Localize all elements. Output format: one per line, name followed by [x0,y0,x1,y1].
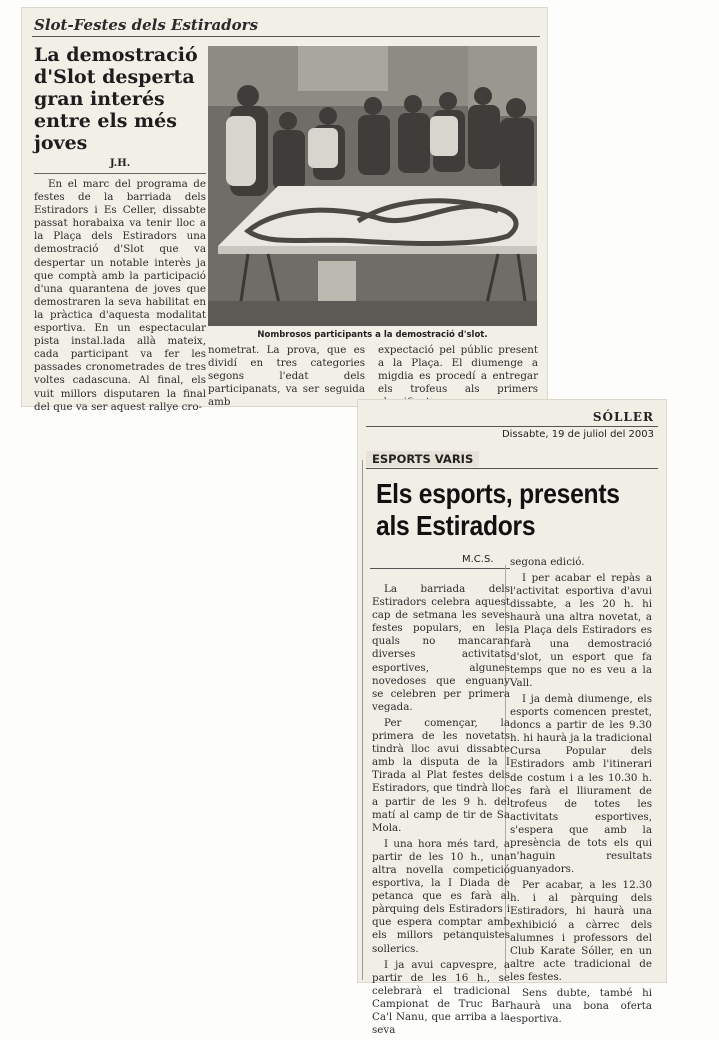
article-column-3: expectació pel públic present a la Plaça. El diumenge a migdia es procedí a entregar els trofeus als primers [378,344,538,396]
paragraph: I una hora més tard, a partir de les 10 h., una altra novella competició esportiva, la I Diada de petanca que es farà al pàrquing dels Estiradors i que espera comptar amb els millors petanquistes sollerics. [372,837,510,955]
photo-slot-demonstration [208,46,537,326]
article-column-1: En el marc del programa de festes de la barriada dels Estiradors i Es Celler, dissabte passat horabaixa va tenir lloc a la Plaça dels Estiradors una demostració d'Slot que va despertar un notable interès ja que comptà amb la participació d'una quarantena de joves que demostraren la seva habilitat en la pràctica d'aquesta modalitat esportiva. En un espectacular pista instal.lada allà mateix, cada participant va fer les passades cronometrades de tres voltes cadascuna. Al final, els vuit millors disputaren la final del que va ser aquest rallye cro- [34,178,206,413]
article-column-2: nometrat. La prova, que es dividí en tres categories segons l'edat dels participanats, va ser seguida amb [208,344,365,409]
divider [32,36,540,37]
paragraph: Per acabar, a les 12.30 h. i al pàrquing dels Estiradors, hi haurà una exhibició a càrrec dels alumnes i professors del Club Karate Sóller, en un altre acte tradicional de les festes. [510,879,652,983]
kicker: Slot-Festes dels Estiradors [34,16,259,34]
paragraph: Sens dubte, també hi haurà una bona oferta esportiva. [510,987,652,1026]
photo-illustration [208,46,537,326]
paragraph: segona edició. [510,556,585,568]
publication-date: Dissabte, 19 de juliol del 2003 [501,429,654,440]
clipping-esports [358,400,666,1037]
divider [366,426,658,427]
byline: M.C.S. [462,554,494,565]
article-column-1 [372,583,510,1040]
newspaper-name: SÓLLER [592,410,654,424]
divider [370,568,510,569]
divider [34,173,206,174]
clipping-slot [22,8,547,413]
paragraph: Per començar, la primera de les novetats tindrà lloc avui dissabte amb la disputa de la I Tirada al Plat festes dels Estiradors, que tindrà lloc a partir de les 9 h. del matí al camp de tir de Sa Mola. [372,716,510,834]
article-column-2 [510,556,652,1029]
paragraph: La barriada dels Estiradors celebra aquest cap de setmana les seves festes populars, en les quals no mancaran diverses activitats esportives, algunes novedoses que enguany se celebren per primera vegada. [372,583,510,713]
headline: Els esports, presents als Estiradors [376,478,620,541]
column-divider [362,460,363,980]
paragraph: I ja demà diumenge, els esports comencen prestet, doncs a partir de les 9.30 h. hi haurà ja la tradicional Cursa Popular dels Estiradors amb l'itinerari de costum i a les 10.30 h. es farà el lliurament de trofeus de totes les activitats esportives, s'espera que amb la presència de tots els qui n'haguin resultats guanyadors. [510,692,652,876]
byline: J.H. [109,158,131,169]
photo-caption: Nombrosos participants a la demostració d'slot. [257,330,488,340]
paragraph: I per acabar el repàs a l'activitat esportiva d'avui dissabte, a les 20 h. hi haurà una altra novetat, a la Plaça dels Estiradors es farà una demostració d'slot, un esport que fa temps que no es veu a la Vall. [510,572,652,689]
headline: La demostració d'Slot desperta gran interés entre els més joves [34,44,198,154]
paragraph: I ja avui capvespre, a partir de les 16 h., se celebrarà el tradicional Campionat de Truc Bar Ca'l Nanu, que arriba a la seva [372,958,510,1037]
section-label: ESPORTS VARIS [366,448,658,469]
